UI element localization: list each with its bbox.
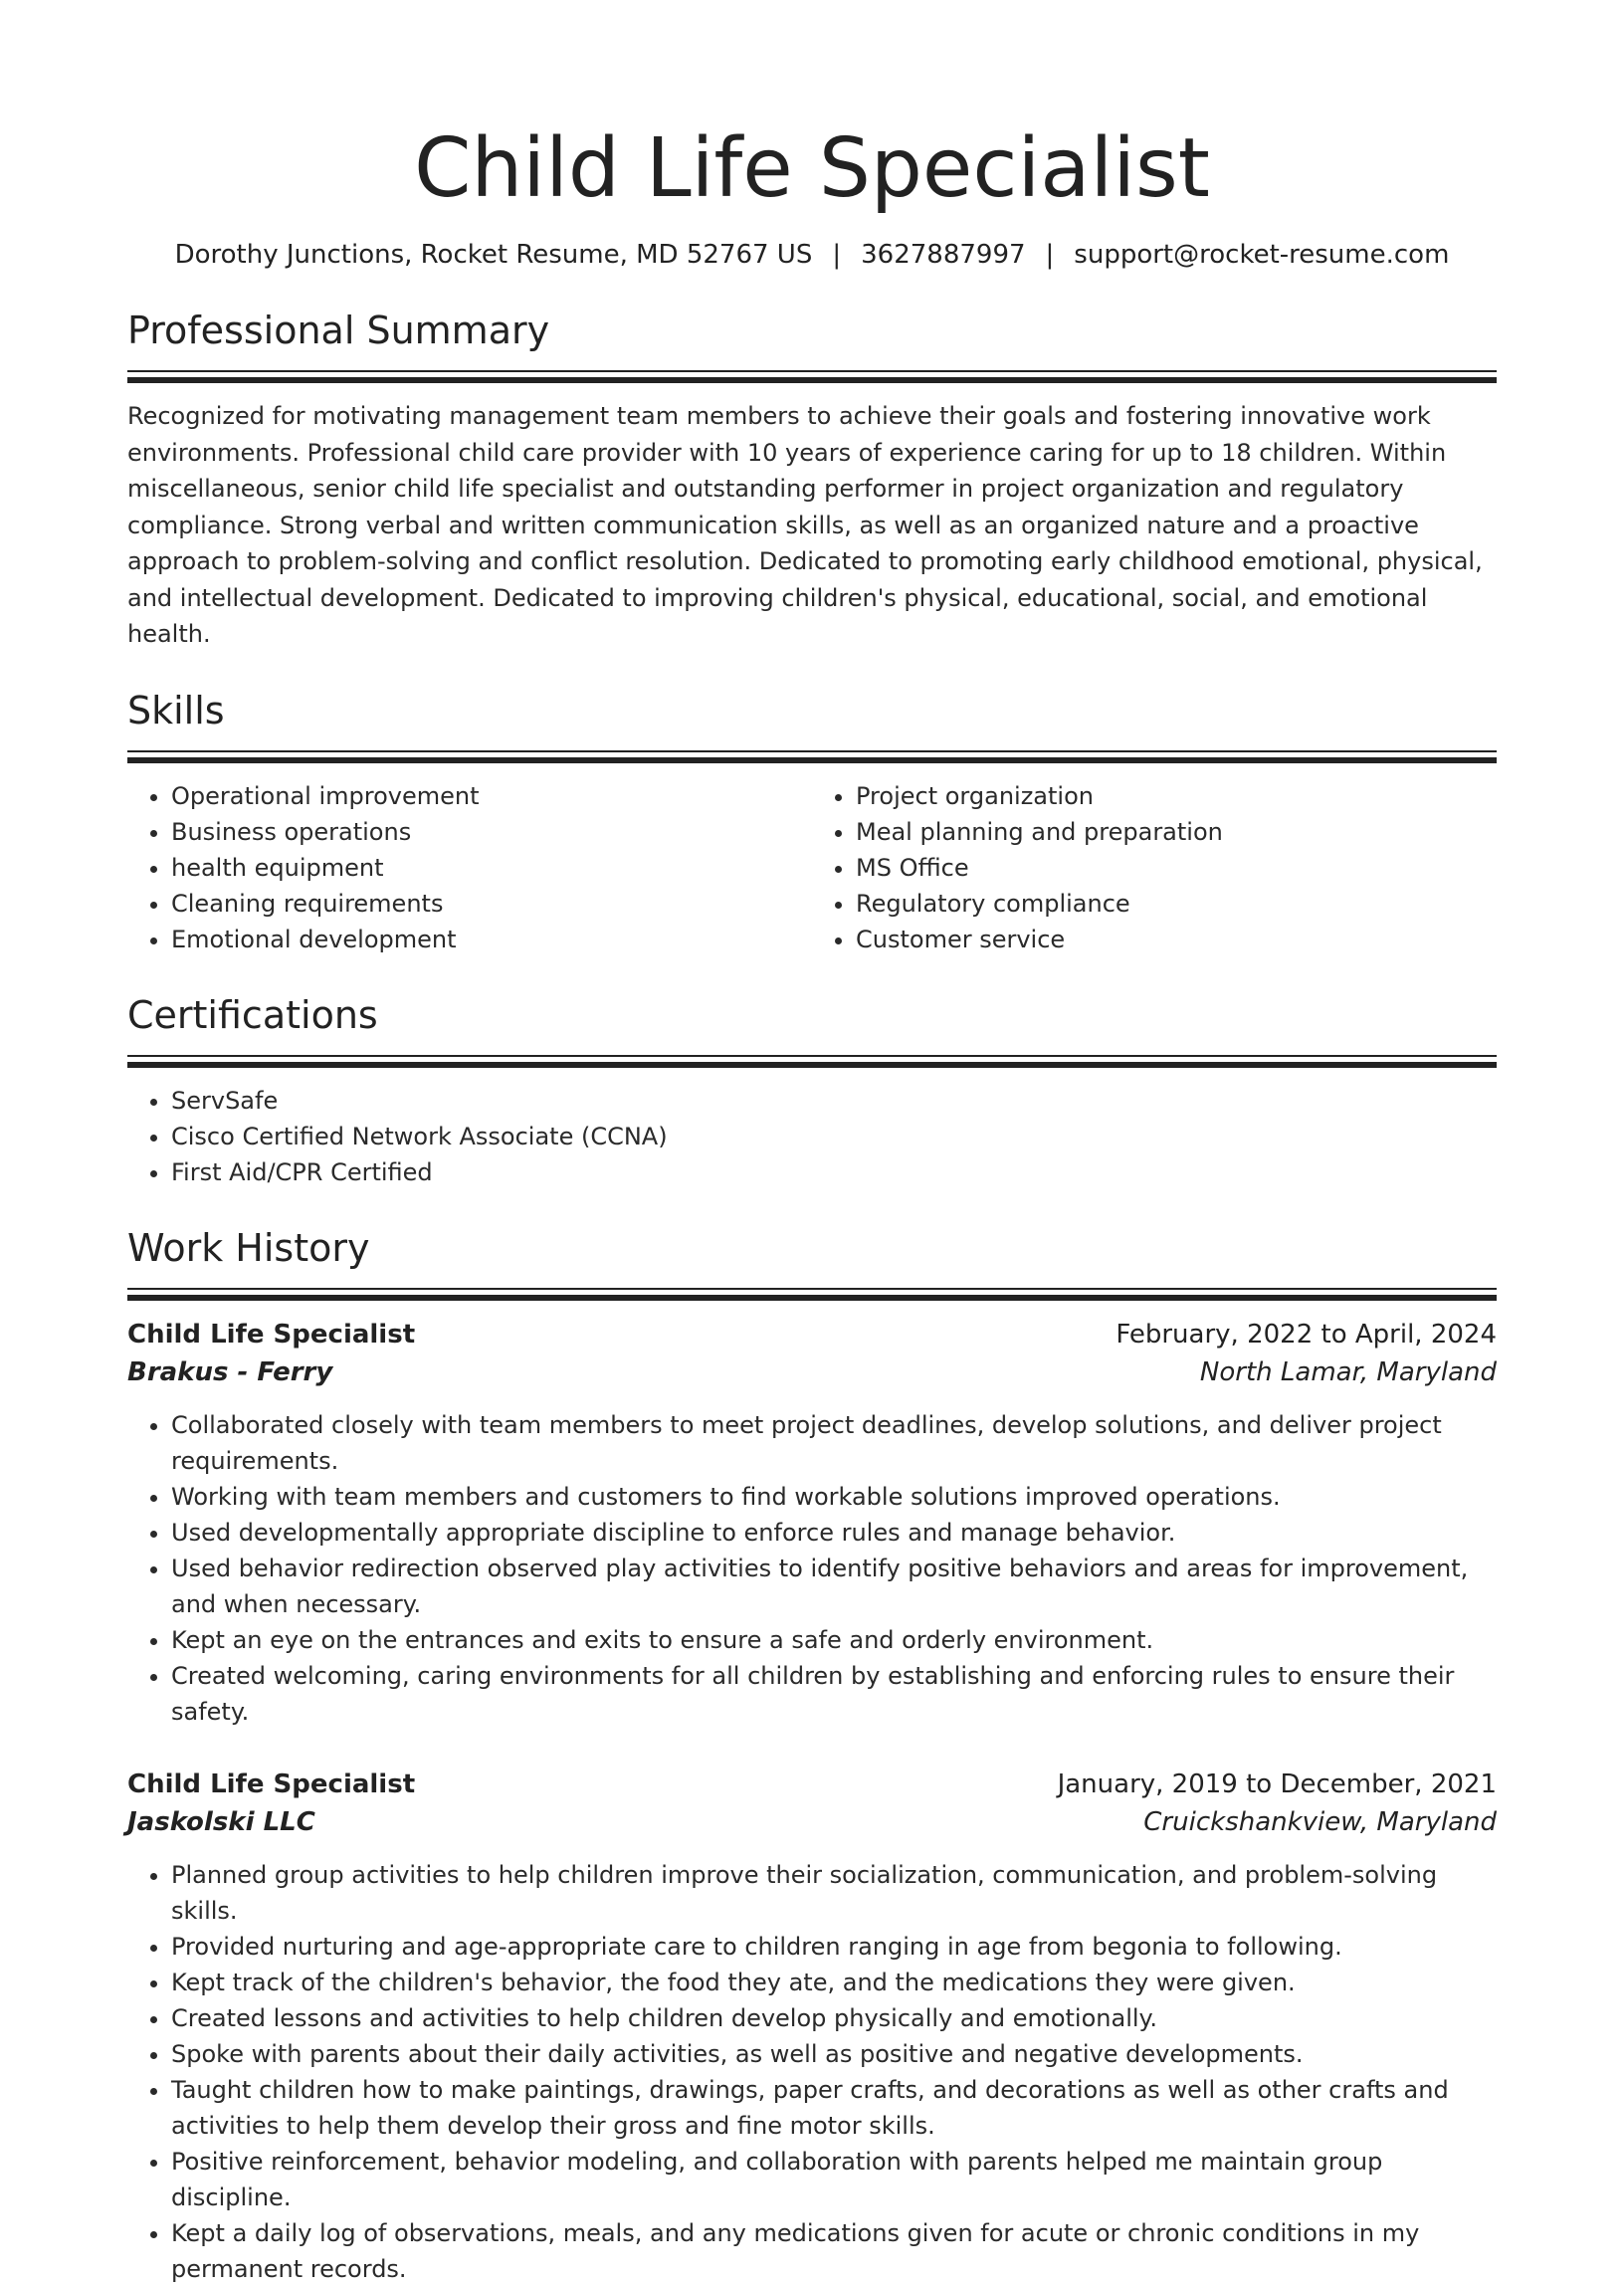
contact-phone: 3627887997 (861, 240, 1026, 270)
job-bullet: • Collaborated closely with team members to meet project deadlines, develop solutions, and deliver project requirements. (171, 1407, 1497, 1479)
job-bullet: • Used behavior redirection observed play activities to identify positive behaviors and areas for improvement, and when necessary. (171, 1551, 1497, 1622)
job-bullet: • Working with team members and customers to find workable solutions improved operations. (171, 1479, 1497, 1515)
job-bullet: • Created welcoming, caring environments for all children by establishing and enforcing rules to ensure their safety. (171, 1658, 1497, 1730)
contact-separator: | (832, 240, 842, 270)
skills-column-left (127, 778, 812, 957)
skill-item: • Business operations (171, 814, 812, 850)
certifications-heading: Certifications (127, 992, 378, 1037)
skill-item: • Customer service (856, 922, 1497, 957)
section-divider (127, 370, 1497, 384)
skills-list-left (127, 778, 812, 957)
job-bullet: • Provided nurturing and age-appropriate care to children ranging in age from begonia to following. (171, 1929, 1497, 1965)
resume-title: Child Life Specialist (414, 121, 1210, 216)
skills-list-right (812, 778, 1497, 957)
job-bullet: • Spoke with parents about their daily activities, as well as positive and negative developments. (171, 2036, 1497, 2072)
certifications-section (127, 991, 1497, 1190)
job-bullet: • Created lessons and activities to help children develop physically and emotionally. (171, 2000, 1497, 2036)
job-employer-row (127, 1803, 1497, 1841)
job-bullet: • Taught children how to make paintings, drawings, paper crafts, and decorations as well as other crafts and activities to help them develop their gross and fine motor skills. (171, 2072, 1497, 2144)
contact-separator: | (1045, 240, 1055, 270)
contact-email: support@rocket-resume.com (1074, 240, 1450, 270)
summary-section (127, 307, 1497, 653)
job-title: Child Life Specialist (127, 1319, 416, 1350)
job-header-row (127, 1766, 1497, 1803)
skill-item: • Project organization (856, 778, 1497, 814)
contact-address: Dorothy Junctions, Rocket Resume, MD 52767 US (174, 240, 813, 270)
job-bullet: • Planned group activities to help children improve their socialization, communication, and problem-solving skills. (171, 1857, 1497, 1929)
skill-item: • Operational improvement (171, 778, 812, 814)
section-divider (127, 1288, 1497, 1302)
job-bullet: • Used developmentally appropriate discipline to enforce rules and manage behavior. (171, 1515, 1497, 1551)
skill-item: • MS Office (856, 850, 1497, 886)
job-header-row (127, 1316, 1497, 1353)
certifications-list (127, 1083, 1497, 1190)
job-entry (127, 1316, 1497, 1730)
job-dates: January, 2019 to December, 2021 (1057, 1768, 1497, 1799)
skills-grid (127, 778, 1497, 957)
skills-heading: Skills (127, 688, 225, 732)
work-history-section (127, 1224, 1497, 2287)
summary-heading: Professional Summary (127, 309, 550, 352)
skills-column-right (812, 778, 1497, 957)
skill-item: • Emotional development (171, 922, 812, 957)
job-bullet-list (127, 1407, 1497, 1730)
work-history-heading: Work History (127, 1225, 370, 1270)
certification-item: • Cisco Certified Network Associate (CCNA) (171, 1119, 1497, 1154)
job-company: Jaskolski LLC (127, 1806, 315, 1837)
job-location: Cruickshankview, Maryland (1143, 1806, 1497, 1837)
skill-item: • Cleaning requirements (171, 886, 812, 922)
section-divider (127, 750, 1497, 764)
job-company: Brakus - Ferry (127, 1356, 333, 1387)
job-bullet-list (127, 1857, 1497, 2287)
certification-item: • First Aid/CPR Certified (171, 1154, 1497, 1190)
job-employer-row (127, 1353, 1497, 1391)
job-entry (127, 1766, 1497, 2287)
section-divider (127, 1055, 1497, 1069)
job-title: Child Life Specialist (127, 1768, 416, 1799)
summary-text: Recognized for motivating management team members to achieve their goals and fostering innovative work environments. Professional child care provider with 10 years of experience caring for up to 18 children. Within miscellaneous, senior child life specialist and outstanding performer in project organization and regulatory compliance. Strong verbal and written communication skills, as well as an organized nature and a proactive approach to problem-solving and conflict resolution. Dedicated to promoting early childhood emotional, physical, and intellectual development. Dedicated to improving children's physical, educational, social, and emotional health. (127, 402, 1483, 648)
skills-section (127, 687, 1497, 957)
job-location: North Lamar, Maryland (1199, 1356, 1497, 1387)
job-bullet: • Kept track of the children's behavior, the food they ate, and the medications they were given. (171, 1965, 1497, 2000)
certification-item: • ServSafe (171, 1083, 1497, 1119)
skill-item: • health equipment (171, 850, 812, 886)
job-bullet: • Kept a daily log of observations, meals, and any medications given for acute or chronic conditions in my permanent records. (171, 2215, 1497, 2287)
job-dates: February, 2022 to April, 2024 (1116, 1319, 1497, 1350)
skill-item: • Meal planning and preparation (856, 814, 1497, 850)
contact-line (127, 237, 1497, 273)
job-bullet: • Positive reinforcement, behavior modeling, and collaboration with parents helped me maintain group discipline. (171, 2144, 1497, 2215)
skill-item: • Regulatory compliance (856, 886, 1497, 922)
job-bullet: • Kept an eye on the entrances and exits to ensure a safe and orderly environment. (171, 1622, 1497, 1658)
resume-content (127, 117, 1497, 2287)
